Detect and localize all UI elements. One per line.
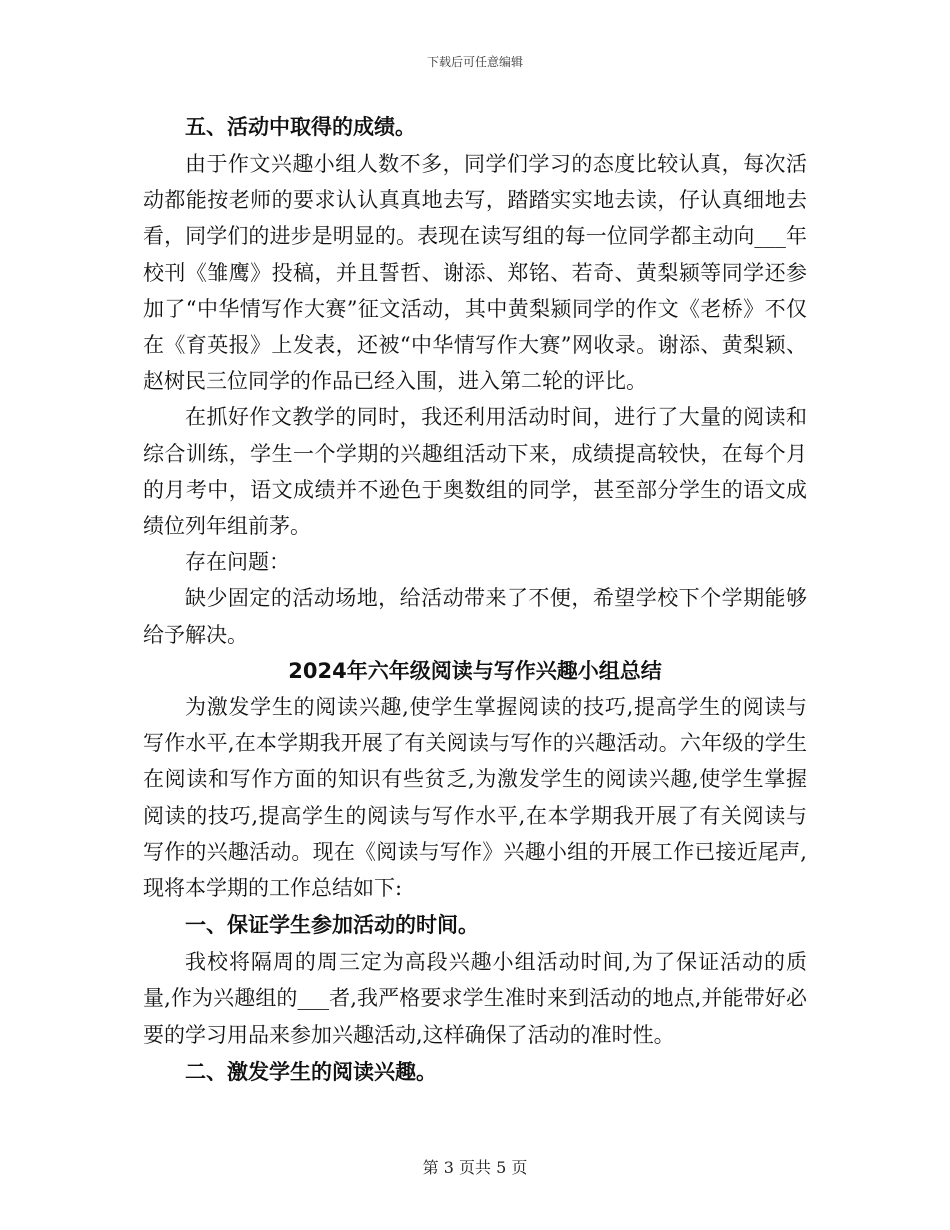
paragraph: 在抓好作文教学的同时，我还利用活动时间，进行了大量的阅读和综合训练，学生一个学期的兴趣组活动下来，成绩提高较快，在每个月的月考中，语文成绩并不逊色于奥数组的同学，甚至部分学生的语文成绩位列年组前茅。 — [143, 405, 807, 539]
page-footer: 第 3 页共 5 页 — [422, 1158, 528, 1177]
document-body — [143, 108, 807, 1091]
paragraph: 为激发学生的阅读兴趣,使学生掌握阅读的技巧,提高学生的阅读与写作水平,在本学期我开展了有关阅读与写作的兴趣活动。六年级的学生在阅读和写作方面的知识有些贫乏,为激发学生的阅读兴趣,使学生掌握阅读的技巧,提高学生的阅读与写作水平,在本学期我开展了有关阅读与写作的兴趣活动。现在《阅读与写作》兴趣小组的开展工作已接近尾声,现将本学期的工作总结如下: — [143, 695, 807, 901]
section-heading-activity-time: 一、保证学生参加活动的时间。 — [185, 913, 479, 938]
paragraph: 我校将隔周的周三定为高段兴趣小组活动时间,为了保证活动的质量,作为兴趣组的___者,我严格要求学生准时来到活动的地点,并能带好必要的学习用品来参加兴趣活动,这样确保了活动的准时性。 — [143, 950, 807, 1047]
page-header: 下载后可任意编辑 — [426, 55, 523, 69]
paragraph: 存在问题： — [185, 550, 290, 575]
paragraph: 缺少固定的活动场地，给活动带来了不便，希望学校下个学期能够给予解决。 — [143, 586, 807, 647]
document-title: 2024年六年级阅读与写作兴趣小组总结 — [288, 658, 662, 683]
section-heading-achievements: 五、活动中取得的成绩。 — [185, 115, 416, 139]
section-heading-reading-interest: 二、激发学生的阅读兴趣。 — [185, 1059, 437, 1084]
paragraph: 由于作文兴趣小组人数不多，同学们学习的态度比较认真，每次活动都能按老师的要求认认真真地去写，踏踏实实地去读，仔认真细地去看，同学们的进步是明显的。表现在读写组的每一位同学都主动向___年校刊《雏鹰》投稿，并且誓哲、谢添、郑铭、若奇、黄梨颍等同学还参加了“中华情写作大赛”征文活动，其中黄梨颍同学的作文《老桥》不仅在《育英报》上发表，还被“中华情写作大赛”网收录。谢添、黄梨颖、赵树民三位同学的作品已经入围，进入第二轮的评比。 — [143, 152, 807, 394]
